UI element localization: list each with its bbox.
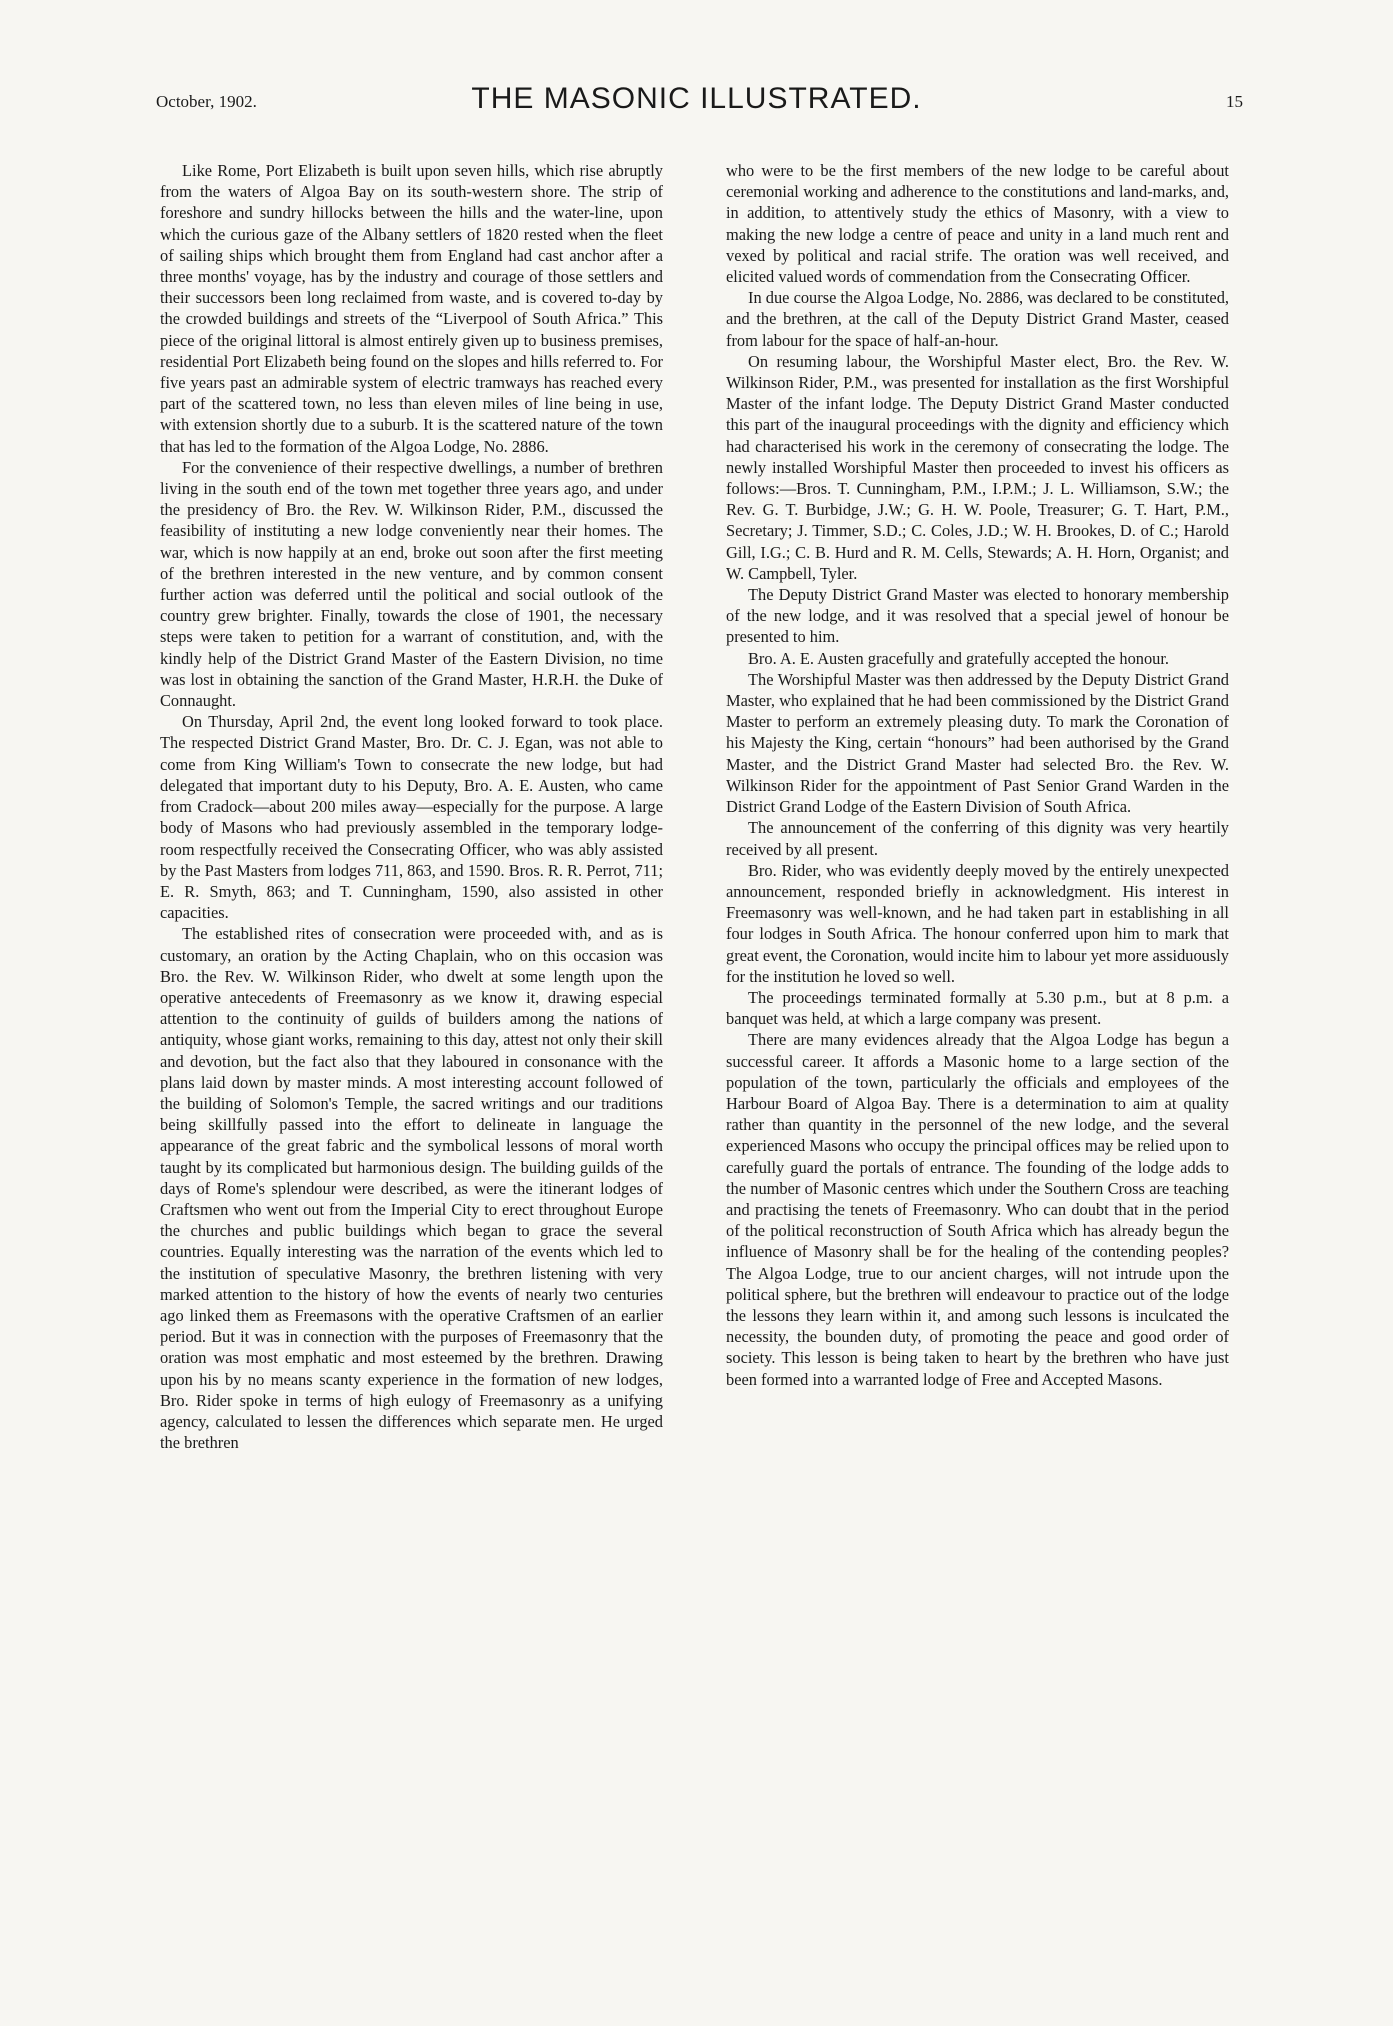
article-paragraph: Bro. A. E. Austen gracefully and gratefully accepted the honour.: [748, 648, 1170, 668]
issue-date: October, 1902.: [156, 92, 257, 111]
article-paragraph: The announcement of the conferring of this dignity was very heartily received by all present.: [726, 818, 1229, 859]
article-paragraph: There are many evidences already that the Algoa Lodge has begun a successful career. It affords a Masonic home to a large section of the population of the town, particularly the officials and employees of the Harbour Board of Algoa Bay. There is a determination to aim at quality rather than quantity in the personnel of the new lodge, and the several experienced Masons who occupy the principal offices may be relied upon to carefully guard the portals of entrance. The founding of the lodge adds to the number of Masonic centres which under the Southern Cross are teaching and practising the tenets of Freemasonry. Who can doubt that in the period of the political reconstruction of South Africa which has already begun the influence of Masonry shall be for the healing of the contending peoples? The Algoa Lodge, true to our ancient charges, will not intrude upon the political sphere, but the brethren will endeavour to practice out of the lodge the lessons they learn within it, and among such lessons is inculcated the necessity, the bounden duty, of promoting the peace and good order of society. This lesson is being taken to heart by the brethren who have just been formed into a warranted lodge of Free and Accepted Masons.: [726, 1030, 1229, 1389]
article-paragraph: Bro. Rider, who was evidently deeply moved by the entirely unexpected announcement, responded briefly in acknowledgment. His interest in Freemasonry was well-known, and he had taken part in establishing in all four lodges in South Africa. The honour conferred upon him to mark that great event, the Coronation, would incite him to labour yet more assiduously for the institution he loved so well.: [726, 860, 1229, 986]
article-paragraph: In due course the Algoa Lodge, No. 2886, was declared to be constituted, and the brethren, at the call of the Deputy District Grand Master, ceased from labour for the space of half-an-hour.: [726, 288, 1229, 350]
article-paragraph: For the convenience of their respective dwellings, a number of brethren living in the south end of the town met together three years ago, and under the presidency of Bro. the Rev. W. Wilkinson Rider, P.M., discussed the feasibility of instituting a new lodge conveniently near their homes. The war, which is now happily at an end, broke out soon after the first meeting of the brethren interested in the new venture, and by common consent further action was deferred until the political and social outlook of the country grew brighter. Finally, towards the close of 1901, the necessary steps were taken to petition for a warrant of constitution, and, with the kindly help of the District Grand Master of the Eastern Division, no time was lost in obtaining the sanction of the Grand Master, H.R.H. the Duke of Connaught.: [160, 457, 663, 711]
publication-title: THE MASONIC ILLUSTRATED.: [471, 82, 922, 115]
article-paragraph: Like Rome, Port Elizabeth is built upon seven hills, which rise abruptly from the waters of Algoa Bay on its south-western shore. The strip of foreshore and sundry hillocks between the hills and the water-line, upon which the curious gaze of the Albany settlers of 1820 rested when the fleet of sailing ships which brought them from England had cast anchor after a three months' voyage, has by the industry and courage of those settlers and their successors been long reclaimed from waste, and is covered to-day by the crowded buildings and streets of the “Liverpool of South Africa.” This piece of the original littoral is almost entirely given up to business premises, residential Port Elizabeth being found on the slopes and hills referred to. For five years past an admirable system of electric tramways has reached every part of the scattered town, no less than eleven miles of line being in use, with extension shortly due to a suburb. It is the scattered nature of the town that has led to the formation of the Algoa Lodge, No. 2886.: [160, 161, 663, 456]
page-header: [150, 80, 1243, 124]
article-paragraph: The proceedings terminated formally at 5.30 p.m., but at 8 p.m. a banquet was held, at which a large company was present.: [726, 987, 1229, 1029]
article-paragraph: On resuming labour, the Worshipful Master elect, Bro. the Rev. W. Wilkinson Rider, P.M., was presented for installation as the first Worshipful Master of the infant lodge. The Deputy District Grand Master conducted this part of the inaugural proceedings with the dignity and efficiency which had characterised his work in the ceremony of consecrating the lodge. The newly installed Worshipful Master then proceeded to invest his officers as follows:—Bros. T. Cunningham, P.M., I.P.M.; J. L. Williamson, S.W.; the Rev. G. T. Burbidge, J.W.; G. H. W. Poole, Treasurer; G. T. Hart, P.M., Secretary; J. Timmer, S.D.; C. Coles, J.D.; W. H. Brookes, D. of C.; Harold Gill, I.G.; C. B. Hurd and R. M. Cells, Stewards; A. H. Horn, Organist; and W. Campbell, Tyler.: [726, 351, 1229, 583]
right-column: [726, 160, 1229, 1390]
article-paragraph: The Worshipful Master was then addressed by the Deputy District Grand Master, who explained that he had been commissioned by the District Grand Master to perform an extremely pleasing duty. To mark the Coronation of his Majesty the King, certain “honours” had been authorised by the Grand Master, and the District Grand Master had selected Bro. the Rev. W. Wilkinson Rider for the appointment of Past Senior Grand Warden in the District Grand Lodge of the Eastern Division of South Africa.: [726, 669, 1229, 817]
article-paragraph: On Thursday, April 2nd, the event long looked forward to took place. The respected District Grand Master, Bro. Dr. C. J. Egan, was not able to come from King William's Town to consecrate the new lodge, but had delegated that important duty to his Deputy, Bro. A. E. Austen, who came from Cradock—about 200 miles away—especially for the purpose. A large body of Masons who had previously assembled in the temporary lodge-room respectfully received the Consecrating Officer, who was ably assisted by the Past Masters from lodges 711, 863, and 1590. Bros. R. R. Perrot, 711; E. R. Smyth, 863; and T. Cunningham, 1590, also assisted in other capacities.: [160, 712, 663, 923]
article-paragraph: The Deputy District Grand Master was elected to honorary membership of the new lodge, and it was resolved that a special jewel of honour be presented to him.: [726, 585, 1229, 647]
article-paragraph-continuation: who were to be the first members of the new lodge to be careful about ceremonial working and adherence to the constitutions and land-marks, and, in addition, to attentively study the ethics of Masonry, with a view to making the new lodge a centre of peace and unity in a land much rent and vexed by political and racial strife. The oration was well received, and elicited valued words of commendation from the Consecrating Officer.: [726, 161, 1229, 287]
left-column: [160, 160, 663, 1453]
article-paragraph: The established rites of consecration were proceeded with, and as is customary, an oration by the Acting Chaplain, who on this occasion was Bro. the Rev. W. Wilkinson Rider, who dwelt at some length upon the operative antecedents of Freemasonry as we know it, drawing especial attention to the continuity of guilds of builders among the nations of antiquity, whose giant works, remaining to this day, attest not only their skill and devotion, but the fact also that they laboured in consonance with the plans laid down by master minds. A most interesting account followed of the building of Solomon's Temple, the sacred writings and our traditions being skillfully passed into the effort to delineate in language the appearance of the great fabric and the symbolical lessons of moral worth taught by its complicated but harmonious design. The building guilds of the days of Rome's splendour were described, as were the itinerant lodges of Craftsmen who went out from the Imperial City to erect throughout Europe the churches and public buildings which began to grace the several countries. Equally interesting was the narration of the events which led to the institution of speculative Masonry, the brethren listening with very marked attention to the history of how the events of nearly two centuries ago linked them as Freemasons with the operative Craftsmen of an earlier period. But it was in connection with the purposes of Freemasonry that the oration was most emphatic and most esteemed by the brethren. Drawing upon his by no means scanty experience in the formation of new lodges, Bro. Rider spoke in terms of high eulogy of Freemasonry as a unifying agency, calculated to lessen the differences which separate men. He urged the brethren: [160, 924, 663, 1453]
page-number: 15: [1226, 92, 1243, 111]
